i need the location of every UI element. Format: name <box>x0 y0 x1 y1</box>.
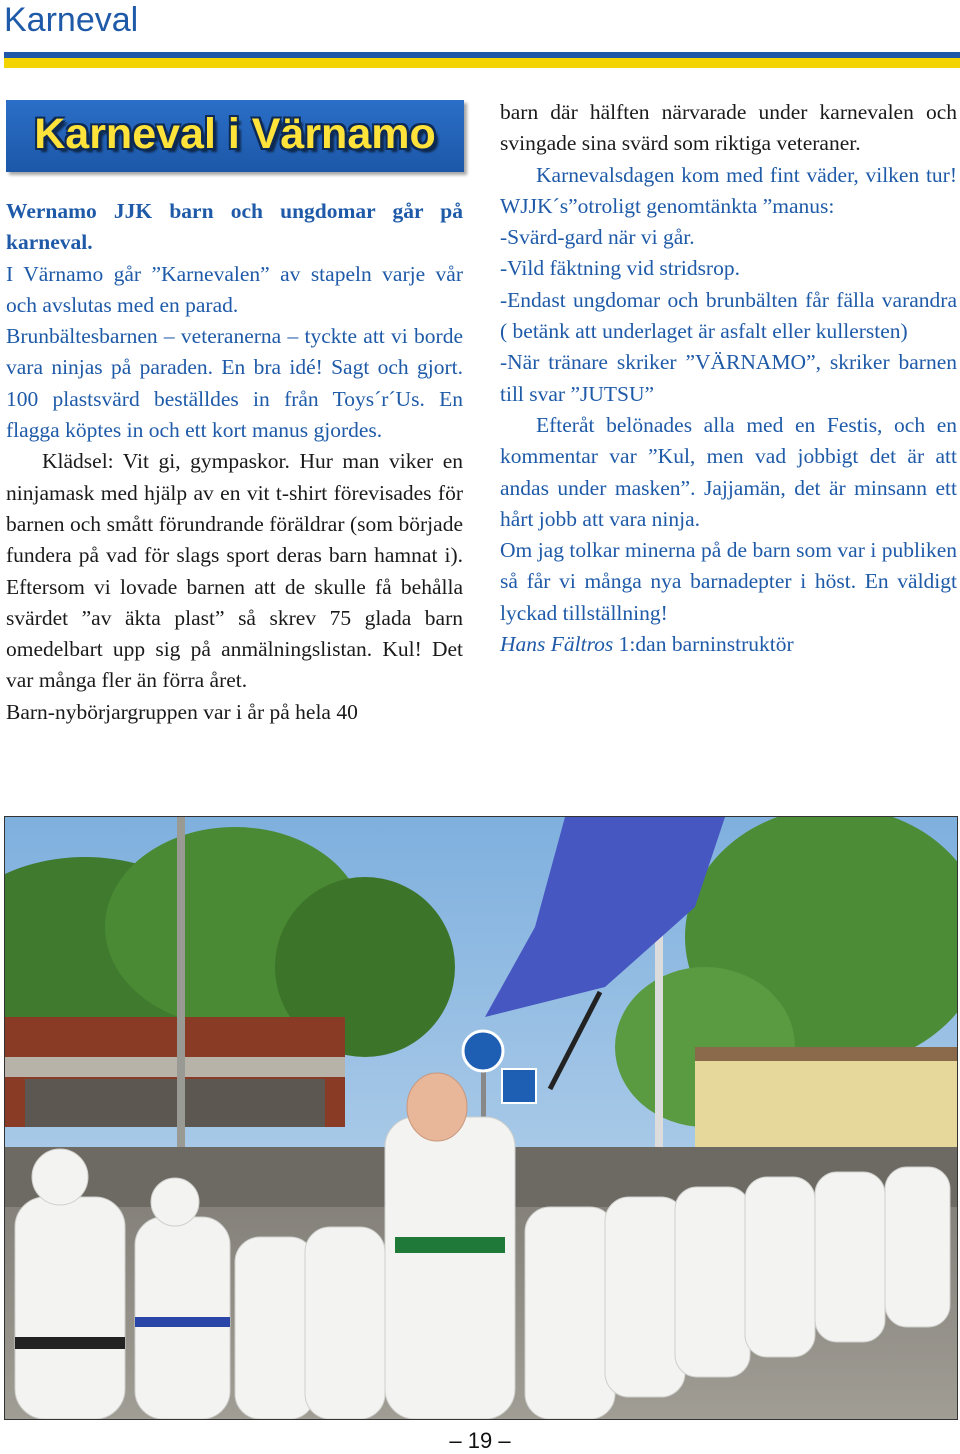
lamp-pole <box>177 817 185 1177</box>
parade-illustration <box>5 817 957 1419</box>
ninja-head <box>151 1178 199 1226</box>
script-line: -När tränare skriker ”VÄRNAMO”, skriker barnen till svar ”JUTSU” <box>500 350 957 406</box>
article-column-left <box>6 196 463 728</box>
blue-belt <box>135 1317 230 1327</box>
roof <box>695 1047 957 1061</box>
script-line: -Endast ungdomar och brunbälten får fälla varandra ( betänk att underlaget är asfalt eller kullersten) <box>500 287 957 344</box>
ninja <box>605 1197 685 1397</box>
ninja <box>235 1237 315 1419</box>
article-column-right <box>500 97 957 660</box>
ninja-head <box>32 1149 88 1205</box>
ninja <box>305 1227 385 1419</box>
script-line: -Vild fäktning vid stridsrop. <box>500 256 740 281</box>
paragraph-carnival-day: Karnevalsdagen kom med fint väder, vilken tur! WJJK´s”otroligt genomtänkta ”manus: <box>500 162 957 218</box>
ninja <box>675 1187 750 1377</box>
paragraph-reward: Efteråt belönades alla med en Festis, och en kommentar var ”Kul, men vad jobbigt det är att andas under masken”. Jajjamän, det är minsann ett hårt jobb att vara ninja. <box>500 412 957 531</box>
paragraph-closing: Om jag tolkar minerna på de barn som var i publiken så får vi många nya barnadepter i höst. En väldigt lyckad tillställning! <box>500 538 957 625</box>
ninja <box>745 1177 815 1357</box>
paragraph-clothing: Klädsel: Vit gi, gympaskor. Hur man viker en ninjamask med hjälp av en vit t-shirt förevisades för barnen och smått förundrande föräldrar (som började fundera på vad för slags sport deras barn hamnat i). Eftersom vi lovade barnen att de skulle få behålla svärdet ”av äkta plast” så skrev 75 glada barn omedelbart upp sig på anmälningslistan. Kul! Det var många fler än förra året. <box>6 449 463 693</box>
author-signature <box>500 629 957 660</box>
ninja <box>815 1172 885 1342</box>
black-belt <box>15 1337 125 1349</box>
paragraph-intro: I Värnamo går ”Karnevalen” av stapeln varje vår och avslutas med en parad. <box>6 261 463 317</box>
flag-pole <box>655 907 663 1177</box>
instructor-head <box>407 1073 467 1141</box>
paragraph-idea: Brunbältesbarnen – veteranerna – tyckte att vi borde vara ninjas på paraden. En bra idé! Sagt och gjort. 100 plastsvärd beställdes in från Toys´r´Us. En flagga köptes in och ett kort manus gjordes. <box>6 324 463 443</box>
article-banner <box>6 100 464 172</box>
green-belt <box>395 1237 505 1253</box>
instructor <box>385 1117 515 1419</box>
ninja <box>15 1197 125 1419</box>
header-rule-yellow <box>4 58 960 68</box>
crosswalk-sign <box>502 1069 536 1103</box>
script-line: -Svärd-gard när vi går. <box>500 225 695 250</box>
author-role: 1:dan barninstruktör <box>613 632 794 657</box>
bicycle-sign <box>463 1031 503 1071</box>
author-name: Hans Fältros <box>500 632 614 657</box>
article-title: Karneval i Värnamo <box>34 110 436 158</box>
paragraph-continued: barn där hälften närvarade under karnevalen och svingade sina svärd som riktiga veteraner. <box>500 100 957 156</box>
building-band <box>5 1057 345 1077</box>
parade-photo <box>4 816 958 1420</box>
paragraph-beginners: Barn-nybörjargruppen var i år på hela 40 <box>6 699 358 724</box>
building-windows <box>25 1079 325 1127</box>
lead-question: Wernamo JJK barn och ungdomar går på karneval. <box>6 199 463 255</box>
page-number: – 19 – <box>449 1428 511 1453</box>
ninja <box>525 1207 615 1419</box>
section-title: Karneval <box>4 1 139 39</box>
ninja <box>885 1167 950 1327</box>
